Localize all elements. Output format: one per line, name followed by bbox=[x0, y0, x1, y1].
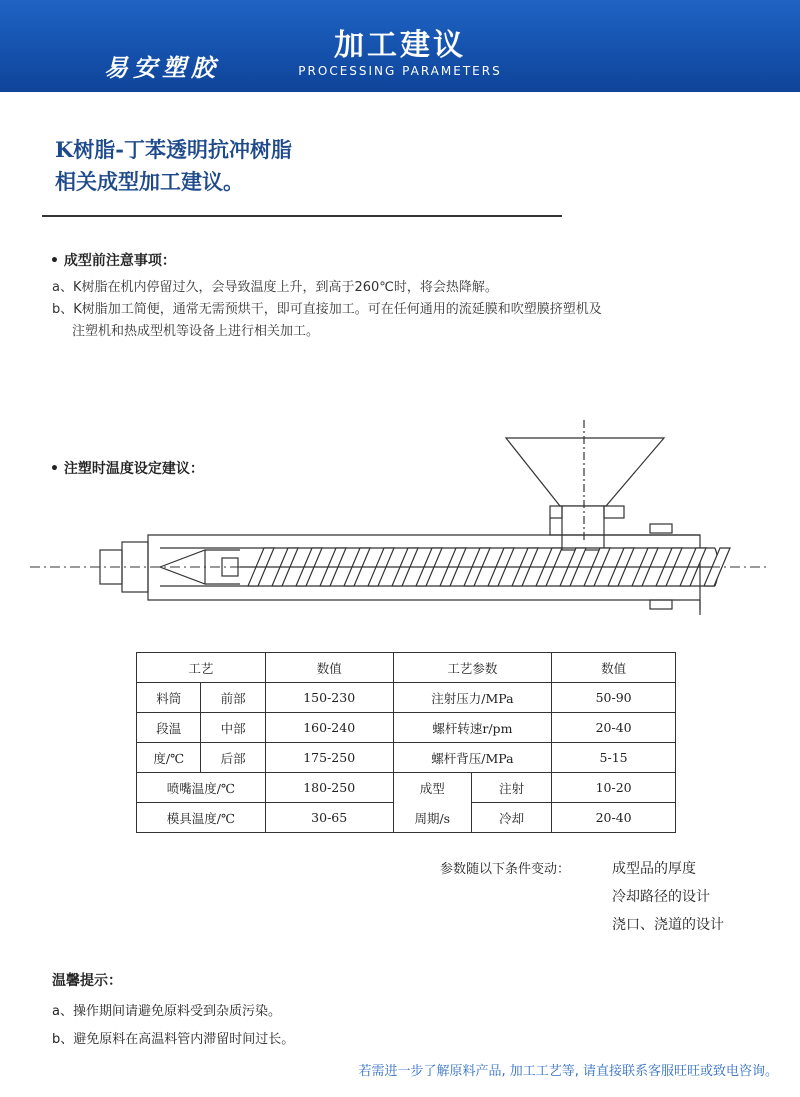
precaution-item-b-cont: 注塑机和热成型机等设备上进行相关加工。 bbox=[72, 324, 320, 339]
document-title-line1: K树脂-丁苯透明抗冲树脂 bbox=[55, 137, 292, 162]
barrel-label-2: 段温 bbox=[137, 713, 201, 743]
param-value: 50-90 bbox=[552, 683, 676, 713]
processing-parameters-table bbox=[136, 652, 676, 833]
title-divider bbox=[42, 215, 562, 217]
barrel-label-1: 料筒 bbox=[137, 683, 201, 713]
cool-value: 20-40 bbox=[552, 803, 676, 833]
table-row bbox=[137, 713, 676, 743]
mold-temp-value: 30-65 bbox=[265, 803, 393, 833]
precaution-item-b: b、K树脂加工简便，通常无需预烘干，即可直接加工。可在任何通用的流延膜和吹塑膜挤塑机及 bbox=[52, 302, 602, 317]
header-value: 数值 bbox=[265, 653, 393, 683]
document-title bbox=[55, 134, 292, 198]
cool-label: 冷却 bbox=[471, 803, 551, 833]
table-row bbox=[137, 683, 676, 713]
contact-footer: 若需进一步了解原料产品, 加工工艺等, 请直接联系客服旺旺或致电咨询。 bbox=[358, 1064, 778, 1079]
table-row bbox=[137, 743, 676, 773]
nozzle-temp-value: 180-250 bbox=[265, 773, 393, 803]
param-label: 螺杆背压/MPa bbox=[393, 743, 552, 773]
zone-label: 中部 bbox=[201, 713, 265, 743]
injection-screw-diagram bbox=[0, 410, 800, 620]
condition-item: 冷却路径的设计 bbox=[612, 889, 710, 905]
param-value: 20-40 bbox=[552, 713, 676, 743]
brand-logo-text: 易安塑胶 bbox=[104, 53, 220, 82]
nozzle-temp-label: 喷嘴温度/℃ bbox=[137, 773, 266, 803]
mold-temp-label: 模具温度/℃ bbox=[137, 803, 266, 833]
tip-item-a: a、操作期间请避免原料受到杂质污染。 bbox=[52, 1004, 281, 1019]
condition-item: 成型品的厚度 bbox=[612, 861, 696, 877]
barrel-label-3: 度/℃ bbox=[137, 743, 201, 773]
param-value: 5-15 bbox=[552, 743, 676, 773]
condition-item: 浇口、浇道的设计 bbox=[612, 917, 724, 933]
cycle-label-bottom: 周期/s bbox=[414, 810, 451, 826]
zone-value: 150-230 bbox=[265, 683, 393, 713]
inject-value: 10-20 bbox=[552, 773, 676, 803]
tips-title: 温馨提示： bbox=[52, 973, 122, 989]
header-param-value: 数值 bbox=[552, 653, 676, 683]
inject-label: 注射 bbox=[471, 773, 551, 803]
zone-label: 前部 bbox=[201, 683, 265, 713]
zone-value: 160-240 bbox=[265, 713, 393, 743]
table-row bbox=[137, 773, 676, 803]
precaution-item-a: a、K树脂在机内停留过久，会导致温度上升，到高于260℃时，将会热降解。 bbox=[52, 280, 498, 295]
zone-value: 175-250 bbox=[265, 743, 393, 773]
cycle-label bbox=[393, 773, 471, 833]
param-label: 螺杆转速r/pm bbox=[393, 713, 552, 743]
header-banner bbox=[0, 0, 800, 92]
conditions-label: 参数随以下条件变动： bbox=[440, 862, 571, 877]
header-subtitle: PROCESSING PARAMETERS bbox=[298, 64, 502, 78]
table-header-row bbox=[137, 653, 676, 683]
header-process: 工艺 bbox=[137, 653, 266, 683]
precautions-title: • 成型前注意事项： bbox=[50, 253, 176, 269]
tip-item-b: b、避免原料在高温料管内滞留时间过长。 bbox=[52, 1032, 295, 1047]
precautions-list bbox=[52, 277, 602, 343]
header-title: 加工建议 bbox=[334, 28, 466, 63]
zone-label: 后部 bbox=[201, 743, 265, 773]
temperature-section-title: • 注塑时温度设定建议： bbox=[50, 461, 204, 477]
document-title-line2: 相关成型加工建议。 bbox=[55, 169, 244, 194]
param-label: 注射压力/MPa bbox=[393, 683, 552, 713]
header-process-param: 工艺参数 bbox=[393, 653, 552, 683]
cycle-label-top: 成型 bbox=[419, 780, 445, 796]
